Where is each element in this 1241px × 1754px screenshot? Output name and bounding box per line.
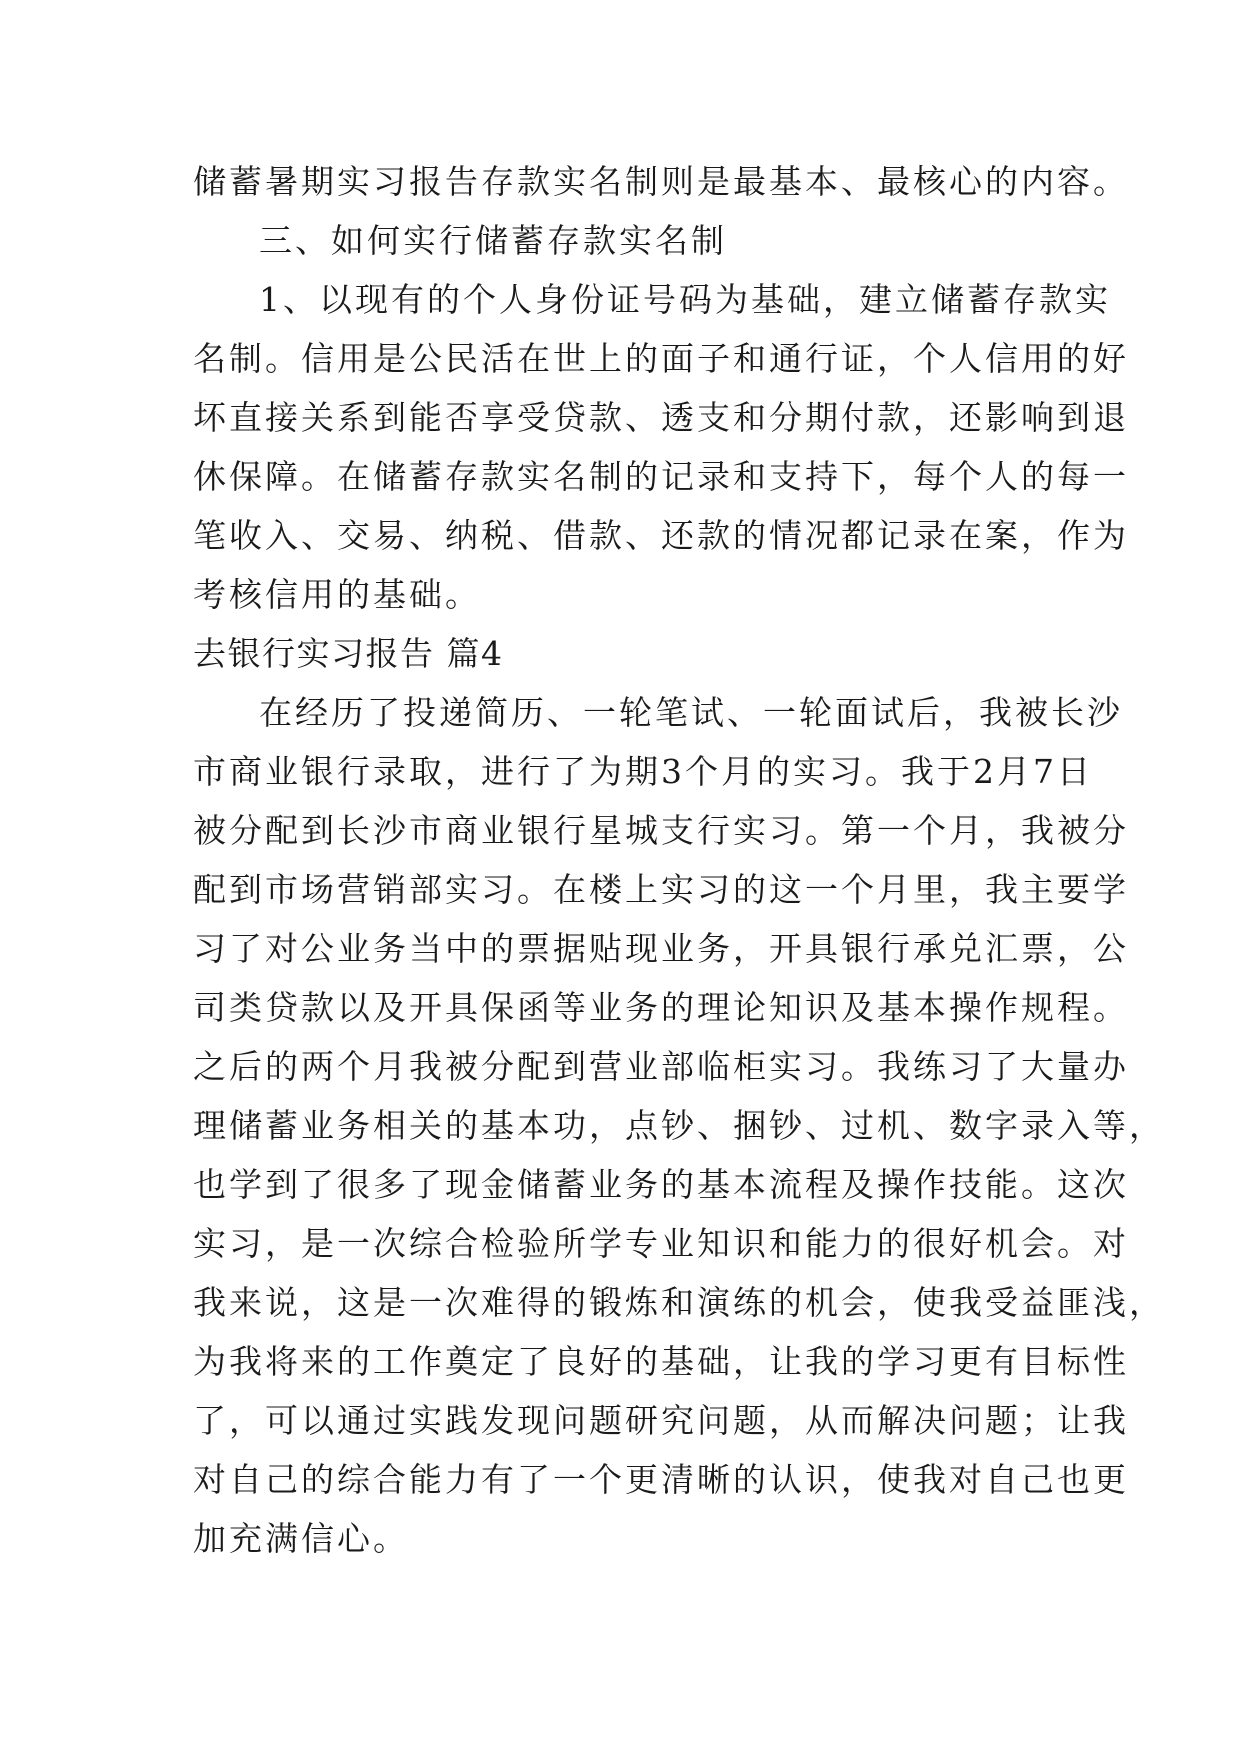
text-line: 1、以现有的个人身份证号码为基础，建立储蓄存款实 <box>259 280 1111 319</box>
text-line: 了，可以通过实践发现问题研究问题，从而解决问题；让我 <box>193 1401 1129 1440</box>
text-line: 也学到了很多了现金储蓄业务的基本流程及操作技能。这次 <box>193 1165 1129 1204</box>
text-line: 储蓄暑期实习报告存款实名制则是最基本、最核心的内容。 <box>193 162 1129 201</box>
text-line: 在经历了投递简历、一轮笔试、一轮面试后，我被长沙 <box>259 693 1123 732</box>
text-line: 配到市场营销部实习。在楼上实习的这一个月里，我主要学 <box>193 870 1129 909</box>
section-heading: 去银行实习报告 篇4 <box>193 634 504 673</box>
text-line: 司类贷款以及开具保函等业务的理论知识及基本操作规程。 <box>193 988 1129 1027</box>
text-line: 理储蓄业务相关的基本功，点钞、捆钞、过机、数字录入等， <box>193 1106 1165 1145</box>
text-line: 坏直接关系到能否享受贷款、透支和分期付款，还影响到退 <box>193 398 1129 437</box>
text-line: 被分配到长沙市商业银行星城支行实习。第一个月，我被分 <box>193 811 1129 850</box>
text-line: 之后的两个月我被分配到营业部临柜实习。我练习了大量办 <box>193 1047 1129 1086</box>
document-page <box>193 152 1165 1568</box>
text-line: 实习，是一次综合检验所学专业知识和能力的很好机会。对 <box>193 1224 1129 1263</box>
text-line: 习了对公业务当中的票据贴现业务，开具银行承兑汇票，公 <box>193 929 1129 968</box>
text-line: 对自己的综合能力有了一个更清晰的认识，使我对自己也更 <box>193 1460 1129 1499</box>
text-line: 休保障。在储蓄存款实名制的记录和支持下，每个人的每一 <box>193 457 1129 496</box>
text-line: 市商业银行录取，进行了为期3个月的实习。我于2月7日 <box>193 752 1093 791</box>
text-line: 考核信用的基础。 <box>193 575 481 614</box>
subheading: 三、如何实行储蓄存款实名制 <box>259 221 727 260</box>
text-line: 名制。信用是公民活在世上的面子和通行证，个人信用的好 <box>193 339 1129 378</box>
text-line: 加充满信心。 <box>193 1519 409 1558</box>
text-line: 为我将来的工作奠定了良好的基础，让我的学习更有目标性 <box>193 1342 1129 1381</box>
text-line: 我来说，这是一次难得的锻炼和演练的机会，使我受益匪浅， <box>193 1283 1165 1322</box>
text-line: 笔收入、交易、纳税、借款、还款的情况都记录在案，作为 <box>193 516 1129 555</box>
